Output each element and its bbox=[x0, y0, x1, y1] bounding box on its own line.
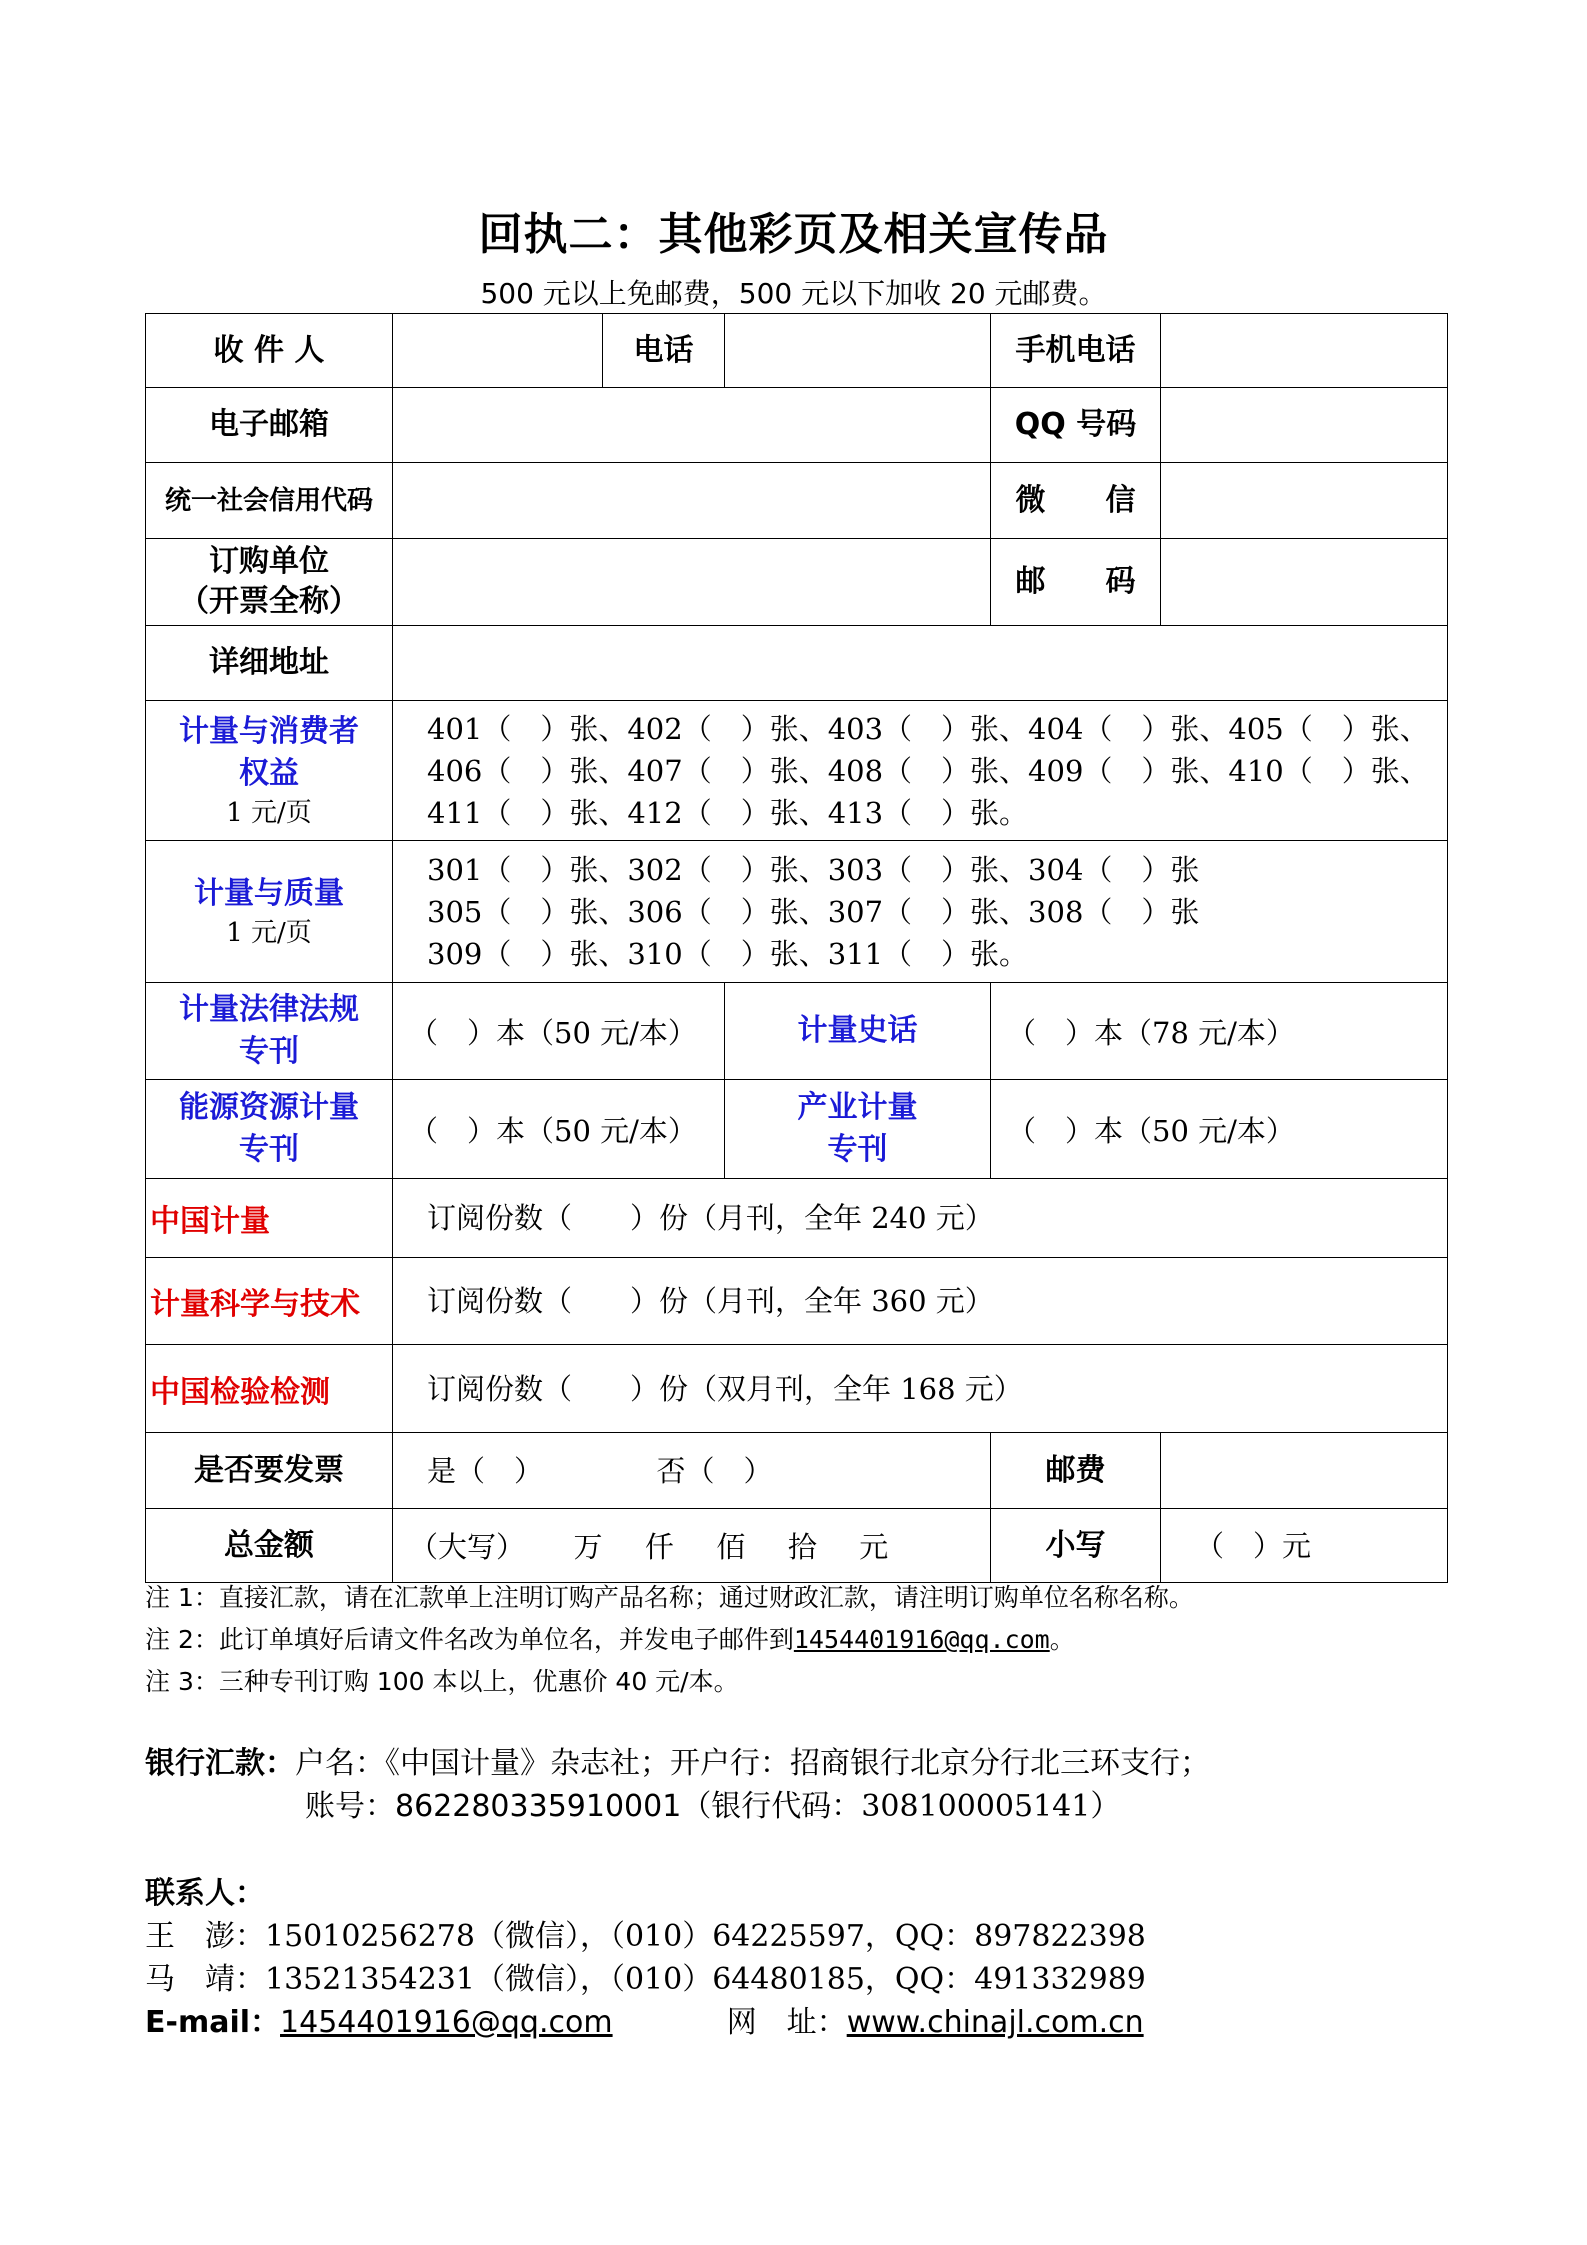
science-tech-order-field[interactable]: 订阅份数（ ）份（月刊，全年 360 元） bbox=[393, 1258, 1448, 1345]
total-label: 总金额 bbox=[146, 1509, 393, 1583]
org-field[interactable] bbox=[393, 539, 991, 626]
website-label: 网 址： bbox=[726, 2005, 847, 2040]
contacts-section bbox=[145, 1872, 1465, 2044]
quality-line: 301（ ）张、302（ ）张、303（ ）张、304（ ）张 bbox=[427, 852, 1200, 887]
contact-name: 马 靖： bbox=[145, 1962, 265, 1997]
order-form-table bbox=[145, 313, 1448, 1583]
invoice-label: 是否要发票 bbox=[146, 1433, 393, 1509]
note-1: 注 1：直接汇款，请在汇款单上注明订购产品名称；通过财政汇款，请注明订购单位名称名称。 bbox=[145, 1583, 1194, 1612]
consumer-line: 411（ ）张、412（ ）张、413（ ）张。 bbox=[427, 795, 1029, 830]
consumer-name-line2: 权益 bbox=[239, 755, 299, 791]
total-unit-wan: 万 bbox=[573, 1530, 603, 1564]
credit-code-field[interactable] bbox=[393, 463, 991, 539]
total-upper-field[interactable] bbox=[393, 1509, 991, 1583]
consumer-rights-product bbox=[146, 701, 393, 841]
phone-label: 电话 bbox=[603, 314, 725, 388]
note-3: 注 3：三种专刊订购 100 本以上，优惠价 40 元/本。 bbox=[145, 1667, 739, 1696]
mobile-field[interactable] bbox=[1161, 314, 1448, 388]
address-label: 详细地址 bbox=[146, 626, 393, 701]
quality-line: 309（ ）张、310（ ）张、311（ ）张。 bbox=[427, 936, 1029, 971]
postage-field[interactable] bbox=[1161, 1433, 1448, 1509]
org-label bbox=[146, 539, 393, 626]
org-label-line1: 订购单位 bbox=[209, 544, 329, 579]
bank-line-1 bbox=[145, 1742, 1465, 1785]
address-field[interactable] bbox=[393, 626, 1448, 701]
quality-page-options[interactable] bbox=[393, 841, 1448, 983]
contact-name: 王 澎： bbox=[145, 1919, 265, 1954]
recipient-field[interactable] bbox=[393, 314, 603, 388]
inspection-order-field[interactable]: 订阅份数（ ）份（双月刊，全年 168 元） bbox=[393, 1345, 1448, 1433]
note-2-text: 注 2：此订单填好后请文件名改为单位名，并发电子邮件到 bbox=[145, 1625, 794, 1654]
page-subtitle: 500 元以上免邮费，500 元以下加收 20 元邮费。 bbox=[480, 277, 1107, 310]
page-title: 回执二：其他彩页及相关宣传品 bbox=[478, 209, 1109, 260]
quality-price: 1 元/页 bbox=[226, 917, 312, 948]
industry-name-line1: 产业计量 bbox=[797, 1090, 918, 1125]
energy-order-field[interactable]: （ ）本（50 元/本） bbox=[393, 1080, 725, 1179]
total-unit-bai: 佰 bbox=[716, 1530, 746, 1564]
law-special-product bbox=[146, 983, 393, 1080]
quality-line: 305（ ）张、306（ ）张、307（ ）张、308（ ）张 bbox=[427, 894, 1200, 929]
bank-account-no: 862280335910001 bbox=[395, 1789, 682, 1824]
email-label: 电子邮箱 bbox=[146, 388, 393, 463]
credit-code-label: 统一社会信用代码 bbox=[146, 463, 393, 539]
bank-account-no-label: 账号： bbox=[305, 1789, 395, 1824]
bank-label: 银行汇款： bbox=[145, 1746, 295, 1781]
energy-special-product bbox=[146, 1080, 393, 1179]
note-2 bbox=[145, 1619, 1465, 1661]
contact-email-row bbox=[145, 2001, 1465, 2044]
notes-section bbox=[145, 1577, 1465, 1703]
total-unit-shi: 拾 bbox=[787, 1530, 817, 1564]
invoice-yes-option[interactable]: 是（ ） bbox=[427, 1453, 544, 1488]
bank-code: （银行代码：308100005141） bbox=[681, 1789, 1121, 1824]
consumer-name-line1: 计量与消费者 bbox=[179, 713, 359, 749]
small-value-field[interactable]: （ ）元 bbox=[1161, 1509, 1448, 1583]
contact-email-link[interactable]: 1454401916@qq.com bbox=[280, 2005, 613, 2040]
law-name-line2: 专刊 bbox=[239, 1034, 299, 1069]
contact-info: 13521354231（微信），（010）64480185，QQ：491332989 bbox=[265, 1962, 1146, 1997]
small-label: 小写 bbox=[991, 1509, 1161, 1583]
contact-row bbox=[145, 1958, 1465, 2001]
qq-field[interactable] bbox=[1161, 388, 1448, 463]
inspection-product: 中国检验检测 bbox=[146, 1345, 393, 1433]
mobile-label: 手机电话 bbox=[991, 314, 1161, 388]
consumer-line: 401（ ）张、402（ ）张、403（ ）张、404（ ）张、405（ ）张、 bbox=[427, 711, 1429, 746]
wechat-field[interactable] bbox=[1161, 463, 1448, 539]
qq-label: QQ 号码 bbox=[991, 388, 1161, 463]
china-metrology-product: 中国计量 bbox=[146, 1179, 393, 1258]
total-upper-prefix: （大写） bbox=[409, 1530, 526, 1564]
science-tech-product: 计量科学与技术 bbox=[146, 1258, 393, 1345]
email-label: E-mail： bbox=[145, 2005, 281, 2040]
contacts-label: 联系人： bbox=[145, 1876, 265, 1911]
contact-info: 15010256278（微信），（010）64225597，QQ：897822398 bbox=[265, 1919, 1146, 1954]
org-label-line2: （开票全称） bbox=[179, 584, 359, 619]
quality-product bbox=[146, 841, 393, 983]
industry-special-product bbox=[725, 1080, 991, 1179]
website-link[interactable]: www.chinajl.com.cn bbox=[846, 2005, 1144, 2040]
history-order-field[interactable]: （ ）本（78 元/本） bbox=[991, 983, 1448, 1080]
consumer-page-options[interactable] bbox=[393, 701, 1448, 841]
law-order-field[interactable]: （ ）本（50 元/本） bbox=[393, 983, 725, 1080]
note-2-suffix: 。 bbox=[1049, 1625, 1075, 1654]
industry-name-line2: 专刊 bbox=[827, 1132, 888, 1167]
invoice-options bbox=[393, 1433, 991, 1509]
consumer-price: 1 元/页 bbox=[226, 797, 312, 828]
wechat-label: 微 信 bbox=[991, 463, 1161, 539]
consumer-line: 406（ ）张、407（ ）张、408（ ）张、409（ ）张、410（ ）张、 bbox=[427, 753, 1429, 788]
total-unit-qian: 仟 bbox=[644, 1530, 674, 1564]
email-field[interactable] bbox=[393, 388, 991, 463]
bank-line-2 bbox=[145, 1785, 1465, 1828]
invoice-no-option[interactable]: 否（ ） bbox=[656, 1453, 773, 1488]
postcode-field[interactable] bbox=[1161, 539, 1448, 626]
energy-name-line1: 能源资源计量 bbox=[179, 1090, 359, 1125]
industry-order-field[interactable]: （ ）本（50 元/本） bbox=[991, 1080, 1448, 1179]
phone-field[interactable] bbox=[725, 314, 991, 388]
bank-account-name: 户名：《中国计量》杂志社；开户行：招商银行北京分行北三环支行； bbox=[295, 1746, 1210, 1781]
recipient-label: 收 件 人 bbox=[146, 314, 393, 388]
postcode-label: 邮 码 bbox=[991, 539, 1161, 626]
contact-row bbox=[145, 1915, 1465, 1958]
history-product: 计量史话 bbox=[725, 983, 991, 1080]
total-unit-yuan: 元 bbox=[859, 1530, 889, 1564]
postage-label: 邮费 bbox=[991, 1433, 1161, 1509]
china-metrology-order-field[interactable]: 订阅份数（ ）份（月刊，全年 240 元） bbox=[393, 1179, 1448, 1258]
energy-name-line2: 专刊 bbox=[239, 1132, 299, 1167]
quality-name: 计量与质量 bbox=[194, 875, 344, 911]
note-2-email-link[interactable]: 1454401916@qq.com bbox=[793, 1625, 1050, 1654]
bank-section bbox=[145, 1742, 1465, 1828]
law-name-line1: 计量法律法规 bbox=[179, 992, 359, 1027]
